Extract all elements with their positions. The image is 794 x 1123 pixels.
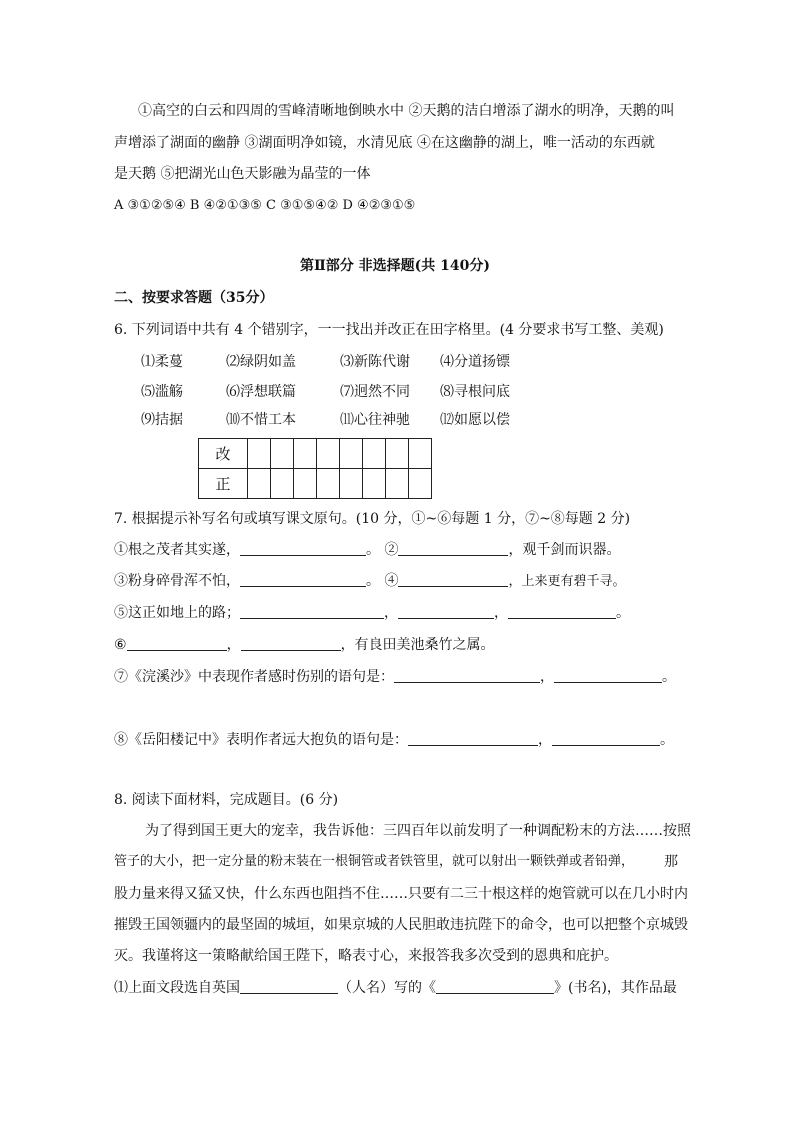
q7-text: 。 ② (366, 542, 399, 558)
q7-line-5 (114, 667, 676, 687)
q7-text: ⑦《浣溪沙》中表现作者感时伤别的语句是： (114, 669, 394, 685)
answer-blank[interactable] (240, 604, 384, 619)
q7-line-3 (114, 603, 630, 623)
answer-blank[interactable] (240, 541, 366, 556)
passage-line-1: 为了得到国王更大的宠幸，我告诉他：三四百年以前发明了一种调配粉末的方法……按照 (145, 823, 691, 839)
q8-prompt: 8. 阅读下面材料，完成题目。(6 分) (114, 792, 339, 808)
q5-option-line-1: ①高空的白云和四周的雪峰清晰地倒映水中 ②天鹅的洁白增添了湖水的明净，天鹅的叫 (138, 103, 675, 119)
answer-blank[interactable] (398, 604, 494, 619)
q7-text: ⑥ (114, 637, 127, 653)
grid-row-gai (199, 439, 432, 469)
q7-text: ， (384, 605, 398, 621)
grid-cell[interactable] (340, 469, 363, 499)
word-item: ⑽不惜工本 (226, 412, 296, 428)
word-item: ⑹浮想联篇 (226, 384, 296, 400)
q7-text: ， (226, 637, 241, 653)
grid-cell[interactable] (409, 469, 432, 499)
answer-blank[interactable] (508, 604, 616, 619)
grid-cell[interactable] (294, 439, 317, 469)
grid-cell[interactable] (271, 469, 294, 499)
q7-text: 。 (660, 732, 674, 748)
grid-row-zheng (199, 469, 432, 499)
grid-cell[interactable] (248, 439, 271, 469)
q5-answer-choices: A ③①②⑤④ B ④②①③⑤ C ③①⑤④② D ④②③①⑤ (114, 198, 416, 213)
answer-blank[interactable] (394, 668, 540, 683)
q7-text: 。 ④ (366, 573, 399, 589)
answer-blank[interactable] (554, 668, 662, 683)
grid-label-zheng: 正 (199, 469, 248, 499)
answer-blank[interactable] (408, 731, 538, 746)
word-item: ⑾心往神驰 (340, 412, 410, 428)
q7-text: ，上来更有碧千寻。 (508, 574, 626, 589)
answer-blank[interactable] (436, 979, 554, 994)
q7-text: 。 (662, 669, 676, 685)
word-item: ⑷分道扬镖 (440, 354, 510, 370)
grid-cell[interactable] (386, 469, 409, 499)
part2-title: 第Ⅱ部分 非选择题(共 140分) (300, 258, 491, 274)
q8-subquestion-1 (114, 978, 677, 998)
passage-line-4: 摧毁王国领疆内的最坚固的城垣，如果京城的人民胆敢违抗陛下的命令，也可以把整个京城毁 (114, 917, 688, 933)
answer-blank[interactable] (552, 731, 660, 746)
word-item: ⑸滥觞 (141, 384, 183, 400)
grid-cell[interactable] (294, 469, 317, 499)
answer-blank[interactable] (241, 636, 341, 651)
grid-cell[interactable] (271, 439, 294, 469)
q7-line-6 (114, 730, 674, 750)
q6-prompt: 6. 下列词语中共有 4 个错别字，一一找出并改正在田字格里。(4 分要求书写工整、美观) (114, 322, 664, 338)
q5-option-line-2: 声增添了湖面的幽静 ③湖面明净如镜，水清见底 ④在这幽静的湖上，唯一活动的东西就 (114, 135, 655, 151)
grid-cell[interactable] (248, 469, 271, 499)
grid-cell[interactable] (386, 439, 409, 469)
answer-blank[interactable] (240, 979, 338, 994)
q7-text: ，观千剑而识器。 (508, 542, 621, 558)
grid-cell[interactable] (363, 439, 386, 469)
q7-text: ， (538, 732, 552, 748)
q7-text: ①根之茂者其实遂， (114, 542, 240, 558)
word-item: ⑿如愿以偿 (440, 412, 510, 428)
word-item: ⑶新陈代谢 (340, 354, 410, 370)
grid-cell[interactable] (409, 439, 432, 469)
q8-text: ⑴上面文段选自英国 (114, 980, 240, 996)
q7-line-4 (114, 635, 495, 655)
q7-text: 。 (616, 605, 630, 621)
answer-blank[interactable] (127, 636, 227, 651)
q5-option-line-3: 是天鹅 ⑤把湖光山色天影融为晶莹的一体 (114, 166, 371, 182)
section-heading: 二、按要求答题（35分） (114, 290, 274, 306)
q7-text: ， (494, 605, 508, 621)
q7-text: ⑤这正如地上的路； (114, 605, 240, 621)
answer-blank[interactable] (398, 572, 508, 587)
q7-text: ③粉身碎骨浑不怕， (114, 573, 240, 589)
word-item: ⑼拮据 (141, 412, 183, 428)
passage-line-2-end: 那 (664, 854, 678, 870)
correction-grid (198, 438, 432, 499)
q7-text: ， (540, 669, 554, 685)
q8-text: 》(书名)，其作品最 (554, 980, 677, 996)
answer-blank[interactable] (398, 541, 508, 556)
word-item: ⑴柔蔓 (141, 354, 183, 370)
word-item: ⑻寻根问底 (440, 384, 510, 400)
q7-text: ，有良田美池桑竹之属。 (340, 637, 495, 653)
q7-line-1 (114, 540, 620, 560)
q8-text: （人名）写的《 (338, 980, 436, 996)
passage-line-3: 股力量来得又猛又快，什么东西也阻挡不住……只要有二三十根这样的炮管就可以在几小时内 (114, 886, 688, 902)
q7-prompt: 7. 根据提示补写名句或填写课文原句。(10 分，①~⑥每题 1 分，⑦~⑧每题 2 分) (114, 511, 631, 527)
grid-cell[interactable] (363, 469, 386, 499)
word-item: ⑺迥然不同 (340, 384, 410, 400)
grid-cell[interactable] (317, 469, 340, 499)
grid-label-gai: 改 (199, 439, 248, 469)
passage-line-5: 灭。我谨将这一策略献给国王陛下，略表寸心，来报答我多次受到的恩典和庇护。 (114, 948, 618, 964)
answer-blank[interactable] (240, 572, 366, 587)
grid-cell[interactable] (317, 439, 340, 469)
word-item: ⑵绿阴如盖 (226, 354, 296, 370)
q7-line-2 (114, 571, 625, 592)
passage-line-2: 管子的大小，把一定分量的粉末装在一根铜管或者铁管里，就可以射出一颗铁弹或者铅弹， (114, 854, 635, 869)
grid-cell[interactable] (340, 439, 363, 469)
q7-text: ⑧《岳阳楼记中》表明作者远大抱负的语句是： (114, 732, 408, 748)
